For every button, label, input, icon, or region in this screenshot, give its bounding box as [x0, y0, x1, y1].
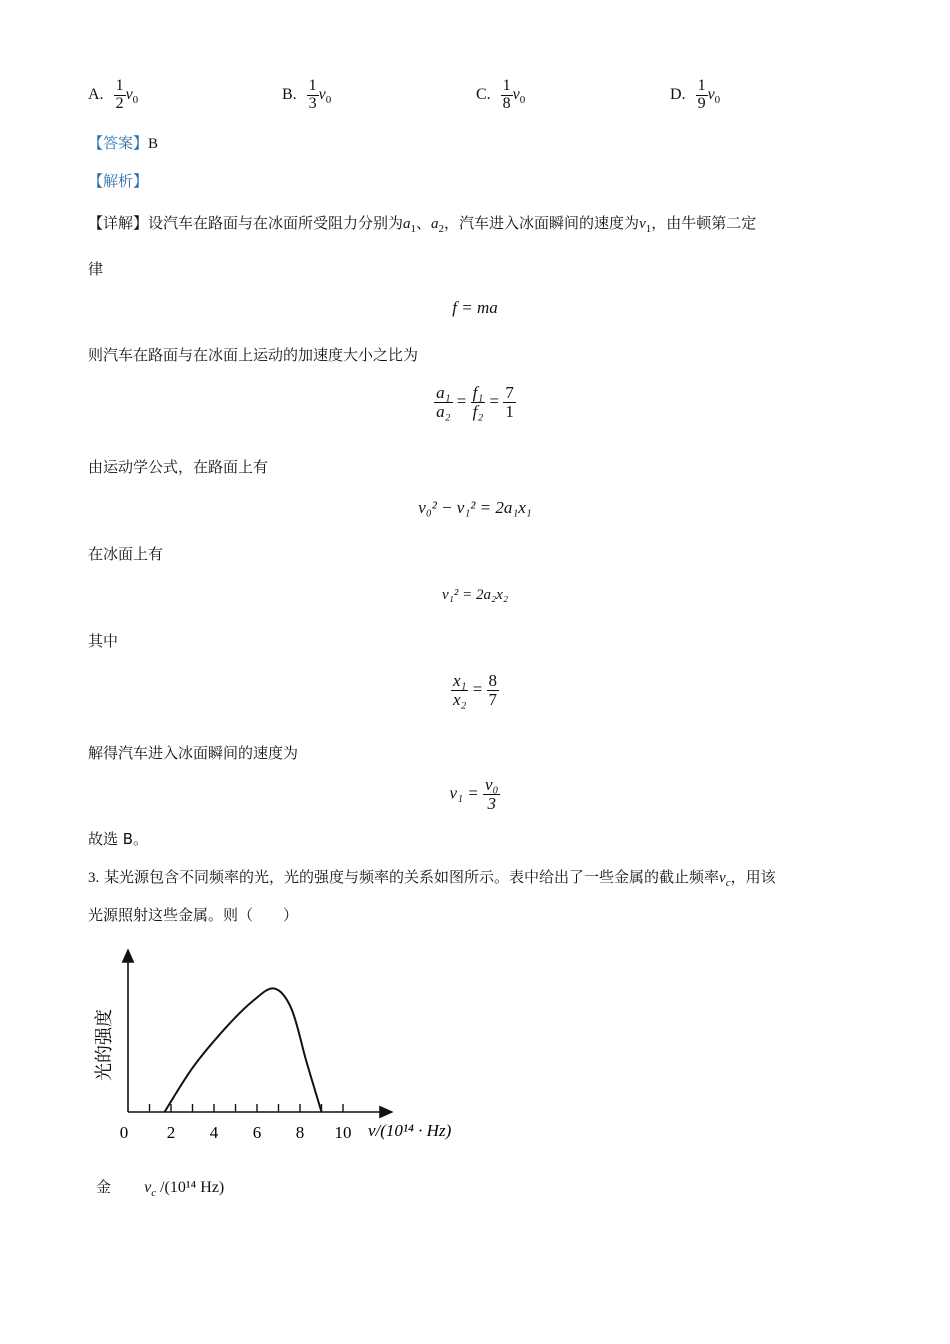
option-c-fraction: $\frac{1}{8}$	[502, 77, 511, 112]
x-tick-label-8: 8	[295, 1123, 305, 1142]
detail-paragraph: 【详解】设汽车在路面与在冰面所受阻力分别为$a_1$、$a_2$，汽车进入冰面瞬间的速度为$v_1$，由牛顿第二定	[88, 214, 757, 235]
x-tick-label-10: 10	[334, 1123, 352, 1142]
option-a[interactable]: A. $\frac{1}{2}$ $v_0$	[88, 77, 139, 112]
analysis-tag: 【解析】	[88, 172, 149, 190]
x-tick-label-4: 4	[209, 1123, 219, 1142]
equation-road: v₀² − v₁² = 2a₁x₁	[418, 498, 532, 517]
option-c[interactable]: C. $\frac{1}{8}$ $v_0$	[476, 77, 526, 112]
option-d[interactable]: D. $\frac{1}{9}$ $v_0$	[670, 77, 721, 112]
option-a-fraction: $\frac{1}{2}$	[115, 77, 124, 112]
equation-velocity: v₁ = $\frac{\text{v₀}}{3}$	[449, 775, 499, 813]
intensity-frequency-chart	[80, 940, 480, 1150]
equation-newton: f = ma	[452, 298, 498, 317]
x-axis-label: ν/(10¹⁴ · Hz)	[368, 1121, 452, 1140]
text-where: 其中	[88, 632, 119, 650]
y-axis-label: 光的强度	[94, 1009, 115, 1081]
equation-distance-ratio: $\frac{\text{x₁}}{\text{x₂}}$ = $\frac{8}{7}$	[452, 671, 498, 709]
detail-continuation: 律	[88, 260, 104, 278]
table-header: 金 $\nu_c$ /(10¹⁴ Hz)	[96, 1178, 225, 1200]
option-b-fraction: $\frac{1}{3}$	[308, 77, 317, 112]
question-3-line1: 3. 某光源包含不同频率的光，光的强度与频率的关系如图所示。表中给出了一些金属的截止频率$\nu_c$，用该	[88, 868, 776, 889]
equation-ice: v₁² = 2a₂x₂	[441, 587, 509, 603]
x-tick-label-2: 2	[166, 1123, 176, 1142]
question-3-line2: 光源照射这些金属。则（ ）	[88, 906, 299, 924]
x-tick-label-0: 0	[119, 1123, 129, 1142]
equation-accel-ratio: $\frac{\text{a₁}}{\text{a₂}}$ = $\frac{\text{f₁}}{\text{f₂}}$ = $\frac{7}{1}$	[436, 383, 514, 421]
text-ice: 在冰面上有	[88, 545, 164, 563]
x-axis-tick-labels	[120, 1123, 352, 1142]
answer-line: 【答案】B	[88, 134, 159, 152]
x-tick-label-6: 6	[252, 1123, 262, 1142]
intensity-curve	[165, 988, 322, 1112]
x-axis-ticks	[150, 1104, 344, 1112]
option-d-fraction: $\frac{1}{9}$	[697, 77, 706, 112]
text-accel-ratio: 则汽车在路面与在冰面上运动的加速度大小之比为	[88, 346, 419, 364]
text-kinematics: 由运动学公式，在路面上有	[88, 458, 269, 476]
conclusion: 故选 B。	[88, 830, 149, 848]
option-b[interactable]: B. $\frac{1}{3}$ $v_0$	[282, 77, 332, 112]
text-solve: 解得汽车进入冰面瞬间的速度为	[88, 744, 299, 762]
